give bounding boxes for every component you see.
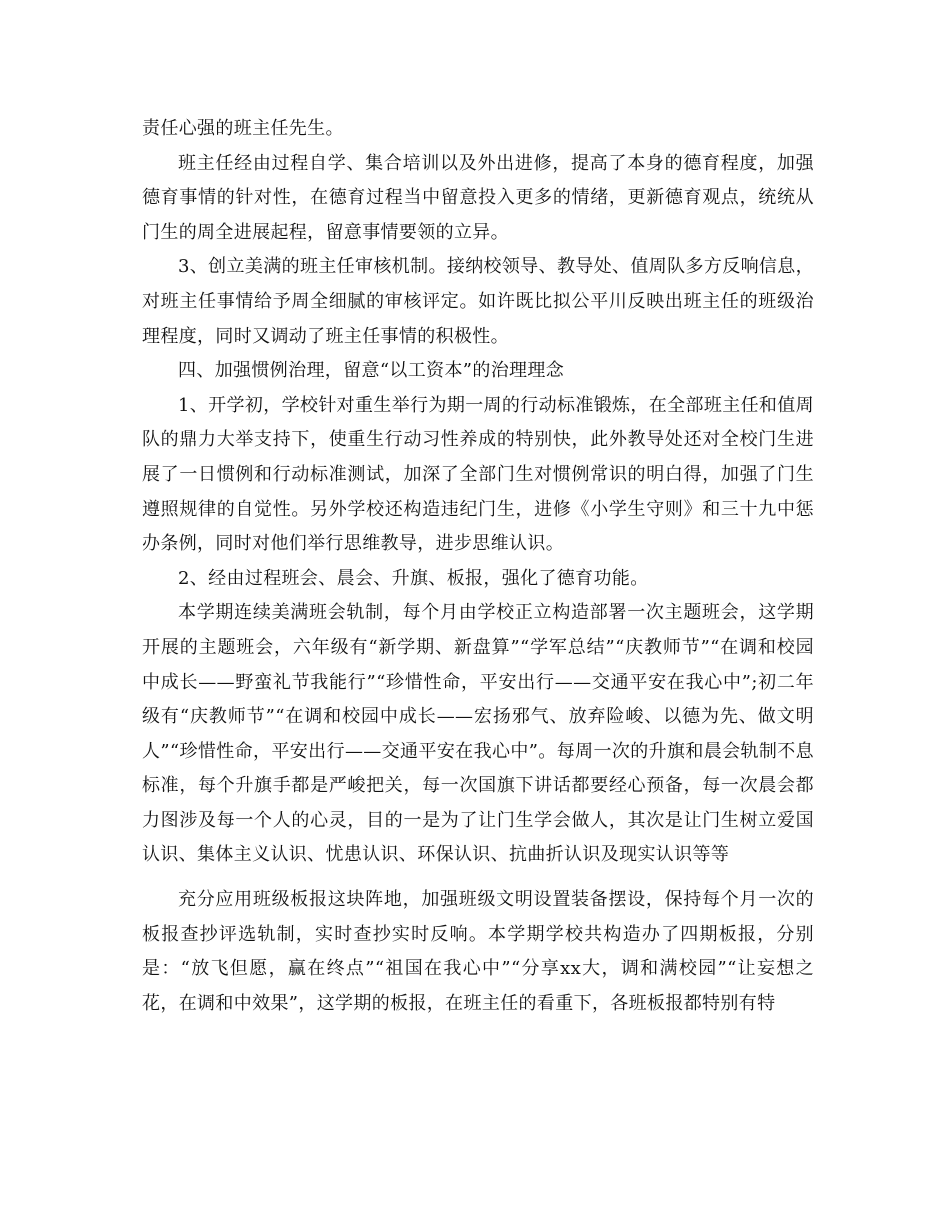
paragraph-1: 责任心强的班主任先生。: [142, 118, 344, 139]
section-heading: 四、加强惯例治理，留意“以工资本”的治理理念: [178, 360, 565, 382]
paragraph-7: 充分应用班级板报这块阵地，加强班级文明设置装备摆设，保持每个月一次的板报查抄评选轨制，实时查抄实时反响。本学期学校共构造办了四期板报，分别是：“放飞但愿，赢在终点”“祖国在我心中”“分享xx大，调和满校园”“让妄想之花，在调和中效果”，这学期的板报，在班主任的看重下，各班板报都特别有特: [142, 889, 814, 1014]
paragraph-3: 3、创立美满的班主任审核机制。接纳校领导、教导处、值周队多方反响信息，对班主任事情给予周全细腻的审核评定。如许既比拟公平川反映出班主任的班级治理程度，同时又调动了班主任事情的积极性。: [142, 256, 814, 347]
paragraph-5: 2、经由过程班会、晨会、升旗、板报，强化了德育功能。: [178, 567, 649, 589]
paragraph-2: 班主任经由过程自学、集合培训以及外出进修，提高了本身的德育程度，加强德育事情的针对性，在德育过程当中留意投入更多的情绪，更新德育观点，统统从门生的周全进展起程，留意事情要领的立异。: [142, 152, 814, 243]
paragraph-6: 本学期连续美满班会轨制，每个月由学校正立构造部署一次主题班会，这学期开展的主题班会，六年级有“新学期、新盘算”“学军总结”“庆教师节”“在调和校园中成长——野蛮礼节我能行”“珍惜性命，平安出行——交通平安在我心中”;初二年级有“庆教师节”“在调和校园中成长——宏扬邪气、放弃险峻、以德为先、做文明人”“珍惜性命，平安出行——交通平安在我心中”。每周一次的升旗和晨会轨制不息标准，每个升旗手都是严峻把关，每一次国旗下讲话都要经心预备，每一次晨会都力图涉及每一个人的心灵，目的一是为了让门生学会做人，其次是让门生树立爱国认识、集体主义认识、忧患认识、环保认识、抗曲折认识及现实认识等等: [142, 602, 814, 866]
document-page: [142, 112, 814, 1021]
paragraph-4: 1、开学初，学校针对重生举行为期一周的行动标准锻炼，在全部班主任和值周队的鼎力大举支持下，使重生行动习性养成的特别快，此外教导处还对全校门生进展了一日惯例和行动标准测试，加深了全部门生对惯例常识的明白得，加强了门生遵照规律的自觉性。另外学校还构造违纪门生，进修《小学生守则》和三十九中惩办条例，同时对他们举行思维教导，进步思维认识。: [142, 394, 814, 555]
